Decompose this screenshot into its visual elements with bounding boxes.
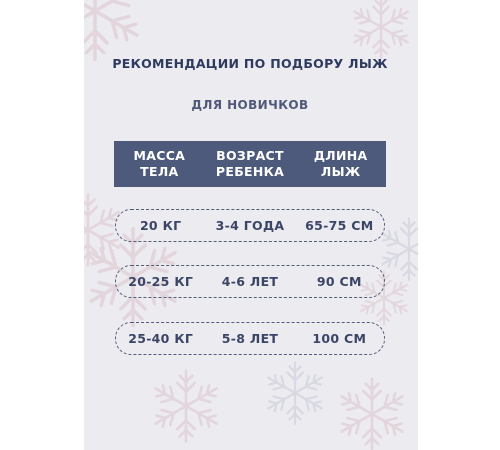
ski-length-cell: 100 СМ: [312, 331, 367, 346]
table-row: [115, 322, 385, 355]
child-age-cell: 3-4 ГОДА: [215, 218, 285, 233]
table-header: [114, 141, 386, 187]
ski-length-cell: 90 СМ: [316, 274, 362, 289]
child-age-cell: 4-6 ЛЕТ: [221, 274, 279, 289]
header-body-mass: МАССА ТЕЛА: [133, 148, 186, 179]
page-title: РЕКОМЕНДАЦИИ ПО ПОДБОРУ ЛЫЖ: [112, 56, 388, 71]
body-mass-cell: 20-25 КГ: [128, 274, 194, 289]
child-age-cell: 5-8 ЛЕТ: [221, 331, 279, 346]
snowflake-icon: [260, 358, 330, 428]
snowflake-icon: [346, 0, 416, 62]
header-ski-length: ДЛИНА ЛЫЖ: [313, 148, 368, 179]
table-row: [115, 209, 385, 242]
body-mass-cell: 20 КГ: [139, 218, 182, 233]
ski-length-cell: 65-75 СМ: [305, 218, 374, 233]
snowflake-icon: [146, 366, 226, 446]
header-child-age: ВОЗРАСТ РЕБЕНКА: [215, 148, 285, 179]
page-subtitle: ДЛЯ НОВИЧКОВ: [191, 98, 309, 112]
table-row: [115, 265, 385, 298]
snowflake-icon: [332, 374, 412, 450]
body-mass-cell: 25-40 КГ: [128, 331, 194, 346]
